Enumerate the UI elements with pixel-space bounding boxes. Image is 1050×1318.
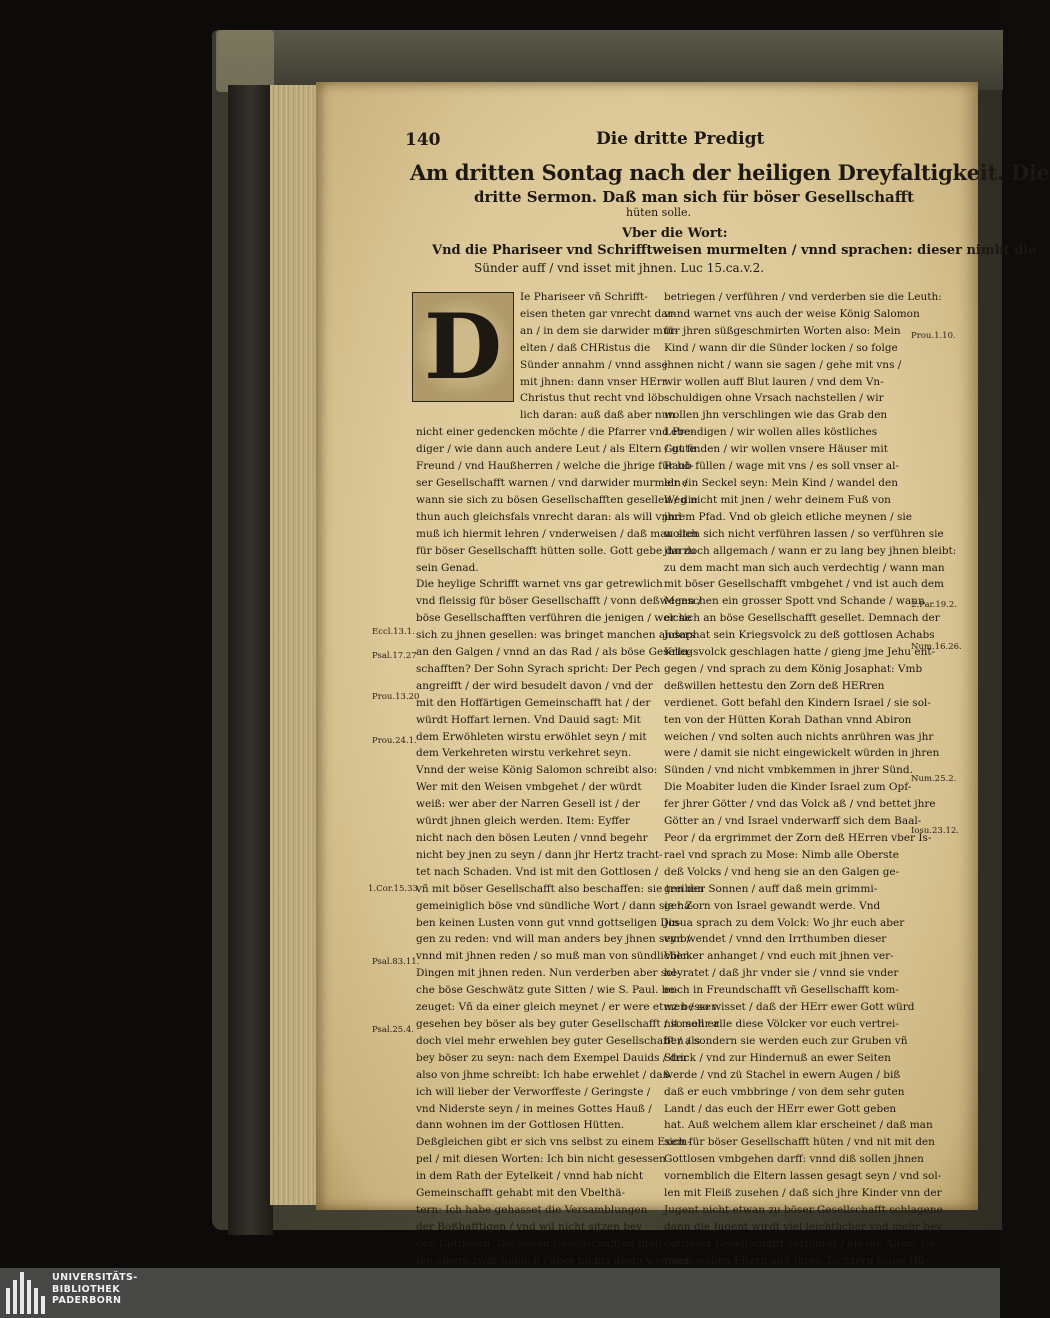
- text-line: vornemblich die Eltern lassen gesagt seyn / vnd sol-: [664, 1170, 942, 1183]
- drop-cap-letter: D: [423, 294, 503, 400]
- text-line: würdt jhnen gleich werden. Item: Eyffer: [416, 815, 631, 828]
- text-line: ten von der Hütten Korah Dathan vnnd Abiron: [664, 713, 912, 726]
- text-line: Strick / vnd zur Hindernuß an ewer Seiten: [664, 1051, 891, 1064]
- margin-note: Psal.83.11.: [372, 957, 420, 967]
- text-line: were / damit sie nicht eingewickelt würden in jhren: [664, 747, 940, 760]
- text-line: für böser Gesellschafft hütten solle. Gott gebe darzu: [416, 544, 696, 557]
- text-line: eisen theten gar vnrecht dar-: [520, 307, 677, 320]
- text-line: Sünder annahm / vnnd asse: [520, 358, 668, 371]
- text-line: der Boßhafftigen / vnd wil nicht sitzen bey: [416, 1220, 643, 1233]
- text-line: zu dem macht man sich auch verdechtig / wann man: [664, 561, 945, 574]
- text-line: an den Galgen / vnnd an das Rad / als böse Gesellu-: [416, 646, 692, 659]
- text-line: mit den Hoffärtigen Gemeinschafft hat / der: [416, 696, 651, 709]
- text-line: pel / mit diesen Worten: Ich bin nicht gesessen: [416, 1153, 666, 1166]
- text-line: dem Erwöhleten wirstu erwöhlet seyn / mit: [416, 730, 647, 743]
- text-line: wollen jhn verschlingen wie das Grab den: [664, 409, 888, 422]
- text-line: Götter an / vnd Israel vnderwarff sich dem Baal-: [664, 815, 922, 828]
- text-line: gegen / vnd sprach zu dem König Josaphat: Vmb: [664, 662, 923, 675]
- text-line: er sich an böse Gesellschafft gesellet. Demnach der: [664, 612, 940, 625]
- text-line: jhrem Pfad. Vnd ob gleich etliche meynen / sie: [664, 510, 912, 523]
- sermon-title-line-1: Am dritten Sontag nach der heiligen Dreyfaltigkeit. Die: [410, 160, 1050, 185]
- text-line: für jhren süßgeschmirten Worten also: Mein: [664, 324, 901, 337]
- text-line: wolten sich nicht verführen lassen / so verführen sie: [664, 527, 944, 540]
- cover-top-edge: [218, 30, 1003, 90]
- text-line: jhn doch allgemach / wann er zu lang bey jhnen bleibt:: [664, 544, 957, 557]
- verse-line-2: Sünder auff / vnd isset mit jhnen. Luc 15.ca.v.2.: [474, 261, 765, 275]
- text-line: Raub füllen / wage mit vns / es soll vnser al-: [664, 460, 899, 473]
- text-line: in dem Rath der Eytelkeit / vnnd hab nicht: [416, 1170, 644, 1183]
- text-line: Deßgleichen gibt er sich vns selbst zu einem Exem-: [416, 1136, 691, 1149]
- text-line: Völcker anhanget / vnd euch mit jhnen ver-: [664, 950, 894, 963]
- text-line: rael vnd sprach zu Mose: Nimb alle Oberste: [664, 848, 899, 861]
- text-line: den Gottlosen. Die bösen Gesellschafften pfeif-: [416, 1237, 666, 1250]
- text-line: Gemeinschafft gehabt mit den Vbelthä-: [416, 1187, 626, 1200]
- text-line: vnd Niderste seyn / in meines Gottes Hauß /: [416, 1102, 652, 1115]
- margin-note: Num.25.2.: [911, 774, 957, 784]
- text-line: deßwillen hettestu den Zorn deß HERren: [664, 679, 885, 692]
- text-line: vnnd mit jhnen reden / so muß man von sündlichen: [416, 950, 690, 963]
- text-line: nicht nach den bösen Leuten / vnnd begehr: [416, 832, 648, 844]
- university-logo-icon: [6, 1272, 46, 1314]
- running-head: Die dritte Predigt: [596, 129, 765, 149]
- text-line: Freund / vnd Haußherren / welche die jhrige für bö-: [416, 460, 694, 473]
- margin-note: Prou.24.1.: [372, 736, 417, 746]
- text-line: Weg nicht mit jnen / wehr deinem Fuß von: [664, 493, 891, 506]
- text-line: dann die Jugent wirdt viel leichtlicher vnd mehr bey: [664, 1220, 943, 1233]
- text-line: mit jhnen: dann vnser HErr: [520, 375, 667, 388]
- text-line: jhnen nicht / wann sie sagen / gehe mit vns /: [664, 358, 902, 371]
- cover-corner: [216, 30, 274, 92]
- text-line: verdienet. Gott befahl den Kindern Israel / sie sol-: [664, 696, 931, 709]
- text-line: men / so wisset / daß der HErr ewer Gott würd: [664, 1001, 915, 1014]
- text-line: heyratet / daß jhr vnder sie / vnnd sie vnder: [664, 967, 899, 980]
- text-line: deß Volcks / vnd heng sie an den Galgen ge-: [664, 865, 900, 878]
- library-line-3: PADERBORN: [52, 1295, 122, 1306]
- text-line: mit böser Gesellschafft vmbgehet / vnd ist auch dem: [664, 578, 945, 591]
- text-line: gottloser Gesellschafft verführet / als die Alten. Da-: [664, 1237, 939, 1250]
- text-line: Josua sprach zu dem Volck: Wo jhr euch aber: [664, 916, 905, 929]
- text-line: sein Genad.: [416, 561, 479, 574]
- text-line: angreifft / der wird besudelt davon / vnd der: [416, 679, 653, 692]
- text-line: nicht bey jnen zu seyn / dann jhr Hertz tracht-: [416, 848, 663, 861]
- text-line: sich für böser Gesellschafft hüten / vnd nit mit den: [664, 1136, 935, 1149]
- margin-note: Prou.13.20: [372, 692, 420, 702]
- text-line: Josaphat sein Kriegsvolck zu deß gottlosen Achabs: [664, 629, 935, 642]
- margin-note: Prou.1.10.: [911, 331, 956, 341]
- text-line: ser Gesellschafft warnen / vnd darwider murmeln /: [416, 476, 688, 489]
- footer-bar: [0, 1268, 1000, 1318]
- over-words-heading: Vber die Wort:: [622, 226, 728, 241]
- text-line: Wer mit den Weisen vmbgehet / der würdt: [416, 781, 642, 794]
- text-line: wann sie sich zu bösen Gesellschafften gesellen / die: [416, 493, 698, 506]
- text-line: Landt / das euch der HErr ewer Gott geben: [664, 1102, 897, 1115]
- text-line: Kind / wann dir die Sünder locken / so folge: [664, 341, 898, 354]
- text-line: gemeiniglich böse vnd sündliche Wort / dann sie ha-: [416, 899, 694, 912]
- text-line: thun auch gleichsfals vnrecht daran: als will vnnd: [416, 510, 682, 523]
- text-line: Peor / da ergrimmet der Zorn deß HErren vber Is-: [664, 832, 932, 844]
- margin-note: Num.16.26.: [911, 642, 962, 652]
- text-line: len mit Fleiß zusehen / daß sich jhre Kinder vnn der: [664, 1187, 942, 1200]
- text-line: daß er euch vmbbringe / von dem sehr guten: [664, 1085, 905, 1098]
- text-line: wir wollen auff Blut lauren / vnd dem Vn-: [664, 375, 884, 388]
- margin-note: Psal.17.27: [372, 651, 417, 661]
- margin-note: Psal.25.4.: [372, 1025, 414, 1035]
- text-line: Jugent nicht etwan zu böser Gesellschafft schlagene: [664, 1203, 943, 1216]
- text-line: dem Verkehreten wirstu verkehret seyn.: [416, 747, 632, 760]
- margin-note: Iosu.23.12.: [911, 826, 960, 836]
- margin-note: Eccl.13.1.: [372, 627, 415, 637]
- text-line: ich will lieber der Verworffeste / Geringste /: [416, 1085, 651, 1098]
- text-line: doch viel mehr erwehlen bey guter Gesellschafft / als: [416, 1034, 700, 1047]
- text-line: schuldigen ohne Vrsach nachstellen / wir: [664, 392, 884, 405]
- text-line: rumb wollen Eltern auß jhren Töchtern keine Hü-: [664, 1254, 929, 1267]
- text-line: euch in Freundschafft vñ Gesellschafft kom-: [664, 984, 899, 997]
- text-line: nicht einer gedencken möchte / die Pfarrer vnd Pre-: [416, 426, 695, 439]
- text-line: muß ich hiermit lehren / vnderweisen / daß man sich: [416, 527, 699, 540]
- text-line: gen der Sonnen / auff daß mein grimmi-: [664, 882, 878, 895]
- text-line: fen einem zwar lieblich / aber nichts desto weniger: [416, 1254, 690, 1267]
- text-line: bey böser zu seyn: nach dem Exempel Dauids / der: [416, 1051, 688, 1064]
- text-line: gen zu reden: vnd will man anders bey jhnen seyn /: [416, 933, 691, 946]
- text-line: Gut finden / wir wollen vnsere Häuser mit: [664, 443, 888, 456]
- text-line: tet nach Schaden. Vnd ist mit den Gottlosen /: [416, 865, 659, 878]
- text-line: weiß: wer aber der Narren Gesell ist / der: [416, 798, 641, 811]
- text-line: gesehen bey böser als bey guter Gesellschafft / so soll er: [416, 1017, 719, 1030]
- text-line: Gottlosen vmbgehen darff: vnnd diß sollen jhnen: [664, 1153, 924, 1166]
- text-line: Sünden / vnd nicht vmbkemmen in jhrer Sünd.: [664, 764, 913, 777]
- text-line: vmbwendet / vnnd den Irrthumben dieser: [664, 933, 887, 946]
- library-line-1: UNIVERSITÄTS-: [52, 1272, 138, 1283]
- left-text-column: [416, 289, 719, 1270]
- library-name: [52, 1272, 138, 1307]
- text-line: diger / wie dann auch andere Leut / als Eltern / gute: [416, 443, 696, 456]
- text-line: fer jhrer Götter / vnd das Volck aß / vnd bettet jhre: [664, 798, 936, 811]
- text-line: würdt Hoffart lernen. Vnd Dauid sagt: Mit: [416, 713, 641, 726]
- library-line-2: BIBLIOTHEK: [52, 1283, 120, 1295]
- text-line: hat. Auß welchem allem klar erscheinet / daß man: [664, 1119, 933, 1132]
- text-line: schafften? Der Sohn Syrach spricht: Der Pech: [416, 662, 661, 675]
- text-line: ler ein Seckel seyn: Mein Kind / wandel den: [664, 476, 898, 489]
- text-line: Dingen mit jhnen reden. Nun verderben aber sol-: [416, 967, 680, 980]
- margin-note: 1.Cor.15.33: [368, 884, 418, 894]
- text-line: nit mehr alle diese Völcker vor euch vertrei-: [664, 1017, 899, 1030]
- text-line: vnnd warnet vns auch der weise König Salomon: [664, 307, 920, 320]
- text-line: lich daran: auß daß aber nun: [520, 409, 676, 422]
- text-line: zeuget: Vñ da einer gleich meynet / er were etwz besser: [416, 1001, 717, 1014]
- text-line: ben / sondern sie werden euch zur Gruben vñ: [664, 1034, 908, 1047]
- text-line: an / in dem sie darwider mur-: [520, 324, 679, 337]
- text-line: Ie Phariseer vñ Schrifft-: [520, 291, 648, 303]
- text-line: Menschen ein grosser Spott vnd Schande / wann: [664, 595, 925, 608]
- text-line: weichen / vnd solten auch nichts anrühren was jhr: [664, 730, 934, 743]
- text-line: ben keinen Lusten vonn gut vnnd gottseligen Din-: [416, 916, 683, 929]
- text-line: tern: Ich habe gehasset die Versamblungen: [416, 1203, 648, 1216]
- text-line: elten / daß CHRistus die: [520, 341, 651, 354]
- page-number: 140: [405, 130, 441, 150]
- text-line: Kriegsvolck geschlagen hatte / gieng jme Jehu ent-: [664, 646, 936, 659]
- text-line: vnd fleissig für böser Gesellschafft / vonn deßwegen /: [416, 595, 702, 608]
- text-line: vñ mit böser Gesellschafft also beschaffen: sie treiben: [416, 882, 705, 895]
- text-line: Lebendigen / wir wollen alles köstliches: [664, 426, 878, 439]
- text-line: che böse Geschwätz gute Sitten / wie S. Paul. be-: [416, 984, 679, 997]
- text-line: werde / vnd zü Stachel in ewern Augen / biß: [664, 1068, 901, 1081]
- text-line: dann wohnen im der Gottlosen Hütten.: [416, 1119, 625, 1132]
- page-edges: [270, 85, 318, 1205]
- text-line: Vnnd der weise König Salomon schreibt also:: [416, 764, 658, 777]
- text-line: Die Moabiter luden die Kinder Israel zum Opf-: [664, 781, 912, 794]
- text-line: betriegen / verführen / vnd verderben sie die Leuth:: [664, 291, 942, 303]
- text-line: böse Gesellschafften verführen die jenigen / welche: [416, 612, 692, 625]
- sermon-title-line-3: hüten solle.: [626, 206, 691, 219]
- margin-note: 2.Par.19.2.: [911, 600, 957, 610]
- text-line: also von jhme schreibt: Ich habe erwehlet / daß: [416, 1068, 670, 1081]
- book-spine: [228, 85, 273, 1235]
- text-line: Christus thut recht vnd löb-: [520, 392, 668, 405]
- text-line: sich zu jhnen gesellen: was bringet manchen anders: [416, 629, 696, 642]
- verse-line-1: Vnd die Phariseer vnd Schrifftweisen murmelten / vnnd sprachen: dieser nimbt die: [432, 243, 1037, 258]
- sermon-title-line-2: dritte Sermon. Daß man sich für böser Gesellschafft: [474, 188, 914, 206]
- text-line: ger Zorn von Israel gewandt werde. Vnd: [664, 899, 881, 912]
- text-line: Die heylige Schrifft warnet vns gar getrewlich: [416, 578, 663, 591]
